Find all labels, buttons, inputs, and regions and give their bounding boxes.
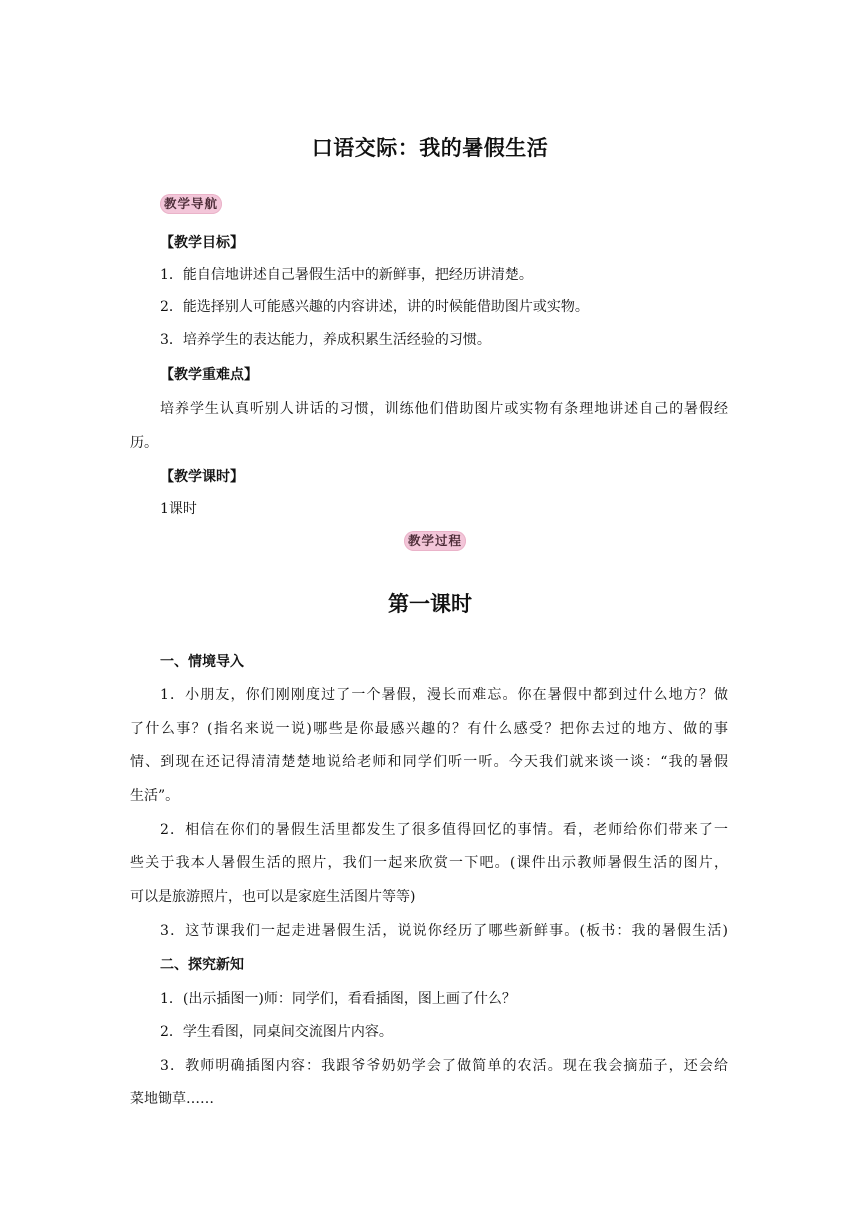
- section-heading: 一、情境导入: [160, 654, 244, 670]
- paragraph-line: 些关于我本人暑假生活的照片，我们一起来欣赏一下吧。(课件出示教师暑假生活的图片，: [130, 855, 728, 871]
- hours-heading: 【教学课时】: [160, 469, 244, 485]
- objective-item: 3．培养学生的表达能力，养成积累生活经验的习惯。: [160, 332, 491, 348]
- page-title: 口语交际：我的暑假生活: [311, 136, 549, 160]
- keypoints-text: 历。: [130, 435, 158, 451]
- paragraph-line: 菜地锄草……: [130, 1091, 214, 1107]
- paragraph-line: 3．这节课我们一起走进暑假生活，说说你经历了哪些新鲜事。(板书：我的暑假生活): [160, 923, 728, 939]
- paragraph-line: 1．小朋友，你们刚刚度过了一个暑假，漫长而难忘。你在暑假中都到过什么地方？做: [160, 687, 728, 703]
- paragraph-line: 生活”。: [130, 788, 180, 804]
- paragraph-line: 3．教师明确插图内容：我跟爷爷奶奶学会了做简单的农活。现在我会摘茄子，还会给: [160, 1058, 728, 1074]
- keypoints-heading: 【教学重难点】: [160, 367, 258, 383]
- teaching-guide-badge: 教学导航: [160, 194, 222, 214]
- objectives-heading: 【教学目标】: [160, 235, 244, 251]
- paragraph-line: 2．学生看图，同桌间交流图片内容。: [160, 1024, 393, 1040]
- keypoints-text: 培养学生认真听别人讲话的习惯，训练他们借助图片或实物有条理地讲述自己的暑假经: [160, 401, 728, 417]
- teaching-process-badge: 教学过程: [404, 531, 466, 551]
- objective-item: 2．能选择别人可能感兴趣的内容讲述，讲的时候能借助图片或实物。: [160, 299, 589, 315]
- paragraph-line: 1．(出示插图一)师：同学们，看看插图，图上画了什么？: [160, 991, 516, 1007]
- paragraph-line: 了什么事？(指名来说一说)哪些是你最感兴趣的？有什么感受？把你去过的地方、做的事: [130, 721, 728, 737]
- hours-value: 1课时: [160, 501, 197, 517]
- paragraph-line: 2．相信在你们的暑假生活里都发生了很多值得回忆的事情。看，老师给你们带来了一: [160, 822, 728, 838]
- paragraph-line: 情、到现在还记得清清楚楚地说给老师和同学们听一听。今天我们就来谈一谈：“我的暑假: [130, 754, 728, 770]
- paragraph-line: 可以是旅游照片，也可以是家庭生活图片等等): [130, 889, 416, 905]
- section-heading: 二、探究新知: [160, 957, 244, 973]
- lesson-title: 第一课时: [388, 592, 472, 616]
- objective-item: 1．能自信地讲述自己暑假生活中的新鲜事，把经历讲清楚。: [160, 267, 533, 283]
